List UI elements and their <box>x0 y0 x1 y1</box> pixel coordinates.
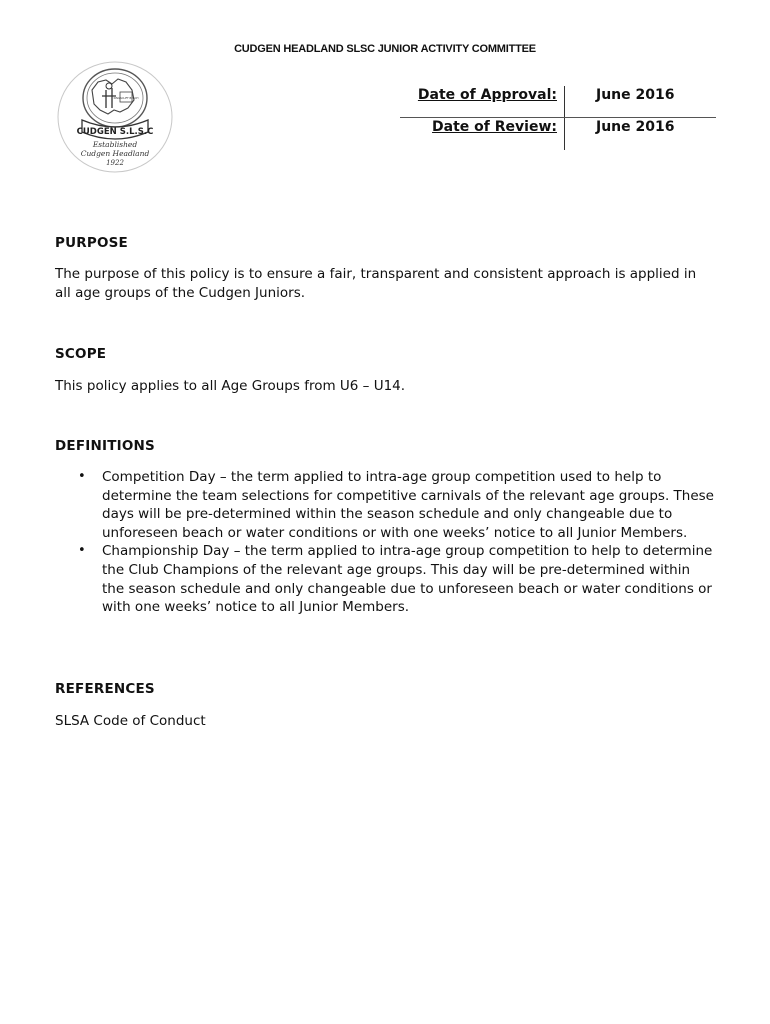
table-horizontal-divider <box>400 117 716 118</box>
purpose-heading: PURPOSE <box>55 235 128 251</box>
references-text: SLSA Code of Conduct <box>55 713 206 729</box>
review-date-label: Date of Review: <box>432 119 557 135</box>
definition-championship-day: Championship Day – the term applied to intra-age group competition to help to determine the Club Champions of the relevant age groups. This day will be pre-determined within the season schedule and only changeable due to unforeseen beach or water conditions or with one weeks’ notice to all Junior Members. <box>102 543 713 616</box>
list-item <box>55 468 715 542</box>
bullet-icon: • <box>78 469 86 484</box>
approval-date-label: Date of Approval: <box>417 87 557 103</box>
approval-date-value: June 2016 <box>596 87 675 103</box>
table-vertical-divider <box>564 86 565 150</box>
document-header-title: CUDGEN HEADLAND SLSC JUNIOR ACTIVITY COMMITTEE <box>234 43 536 55</box>
definitions-list <box>55 468 715 617</box>
purpose-text: The purpose of this policy is to ensure a fair, transparent and consistent approach is applied in all age groups of the Cudgen Juniors. <box>55 266 697 301</box>
definition-competition-day: Competition Day – the term applied to intra-age group competition used to help to determine the team selections for competitive carnivals of the relevant age groups. These days will be pre-determined within the season schedule and only changeable due to unforeseen beach or water conditions or with one weeks’ notice to all Junior Members. <box>102 469 714 541</box>
review-date-value: June 2016 <box>596 119 675 135</box>
references-heading: REFERENCES <box>55 681 155 697</box>
definitions-heading: DEFINITIONS <box>55 438 155 454</box>
approval-dates-table <box>400 82 716 152</box>
scope-heading: SCOPE <box>55 346 107 362</box>
logo-badge-text: KINGSCLIFF BEACH <box>113 97 139 100</box>
logo-established: Established <box>92 140 138 149</box>
logo-headland: Cudgen Headland <box>80 149 150 158</box>
logo-club-name: CUDGEN S.L.S.C <box>76 127 154 137</box>
logo-year: 1922 <box>106 159 124 167</box>
list-item <box>55 542 715 616</box>
bullet-icon: • <box>78 543 86 559</box>
club-logo <box>56 60 174 174</box>
scope-text: This policy applies to all Age Groups from U6 – U14. <box>55 378 406 394</box>
